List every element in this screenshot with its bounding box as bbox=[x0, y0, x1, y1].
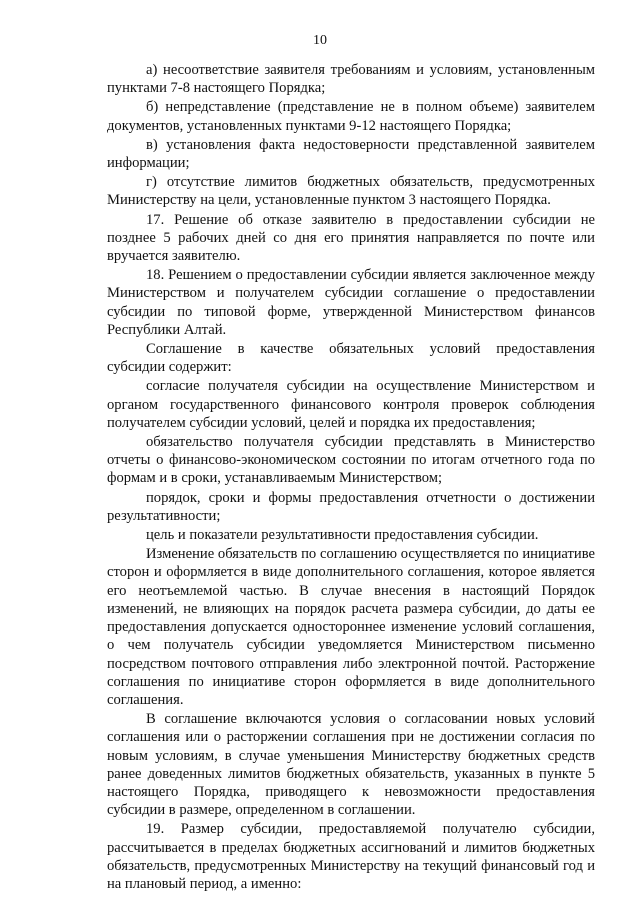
paragraph: б) непредставление (представление не в полном объеме) заявителем документов, установленных пунктами 9-12 настоящего Порядка; bbox=[107, 99, 595, 134]
document-body bbox=[107, 61, 595, 894]
paragraph: г) отсутствие лимитов бюджетных обязательств, предусмотренных Министерству на цели, установленные пунктом 3 настоящего Порядка. bbox=[107, 174, 595, 209]
paragraph: 19. Размер субсидии, предоставляемой получателю субсидии, рассчитывается в пределах бюджетных ассигнований и лимитов бюджетных обязательств, предусмотренных Министерству на текущий финансовый год и на плановый период, а именно: bbox=[107, 821, 595, 892]
paragraph: в) установления факта недостоверности представленной заявителем информации; bbox=[107, 136, 595, 172]
paragraph: 18. Решением о предоставлении субсидии является заключенное между Министерством и получателем субсидии соглашение о предоставлении субсидии по типовой форме, утвержденной Министерством финансов Республики Алтай. bbox=[107, 267, 595, 338]
paragraph: обязательство получателя субсидии представлять в Министерство отчеты о финансово-экономическом состоянии по итогам отчетного года по формам и в сроки, устанавливаемым Министерством; bbox=[107, 434, 595, 487]
paragraph: цель и показатели результативности предоставления субсидии. bbox=[146, 527, 539, 544]
page-number: 10 bbox=[313, 33, 327, 48]
paragraph: согласие получателя субсидии на осуществление Министерством и органом государственного финансового контроля проверок соблюдения получателем субсидии условий, целей и порядка их предоставления; bbox=[107, 378, 595, 431]
paragraph: 17. Решение об отказе заявителю в предоставлении субсидии не позднее 5 рабочих дней со дня его принятия направляется по почте или вручается заявителю. bbox=[107, 211, 595, 265]
paragraph: В соглашение включаются условия о согласовании новых условий соглашения или о расторжении соглашения при не достижении согласия по новым условиям, в случае уменьшения Министерству бюджетных средств ранее доведенных лимитов бюджетных обязательств, указанных в пункте 5 настоящего Порядка, приводящего к невозможности предоставления субсидии в размере, определенном в соглашении. bbox=[107, 711, 595, 819]
paragraph: Соглашение в качестве обязательных условий предоставления субсидии содержит: bbox=[107, 341, 595, 376]
paragraph: порядок, сроки и формы предоставления отчетности о достижении результативности; bbox=[107, 489, 595, 524]
paragraph: а) несоответствие заявителя требованиям и условиям, установленным пунктами 7-8 настоящего Порядка; bbox=[107, 62, 595, 97]
paragraph: Изменение обязательств по соглашению осуществляется по инициативе сторон и оформляется в виде дополнительного соглашения, которое является его неотъемлемой частью. В случае внесения в настоящий Порядок изменений, не влияющих на порядок расчета размера субсидии, до даты ее предоставления допускается одностороннее изменение условий соглашения, о чем получатель субсидии уведомляется Министерством письменно посредством почтового отправления либо электронной почтой. Расторжение соглашения по инициативе сторон оформляется в виде дополнительного соглашения. bbox=[107, 546, 595, 708]
